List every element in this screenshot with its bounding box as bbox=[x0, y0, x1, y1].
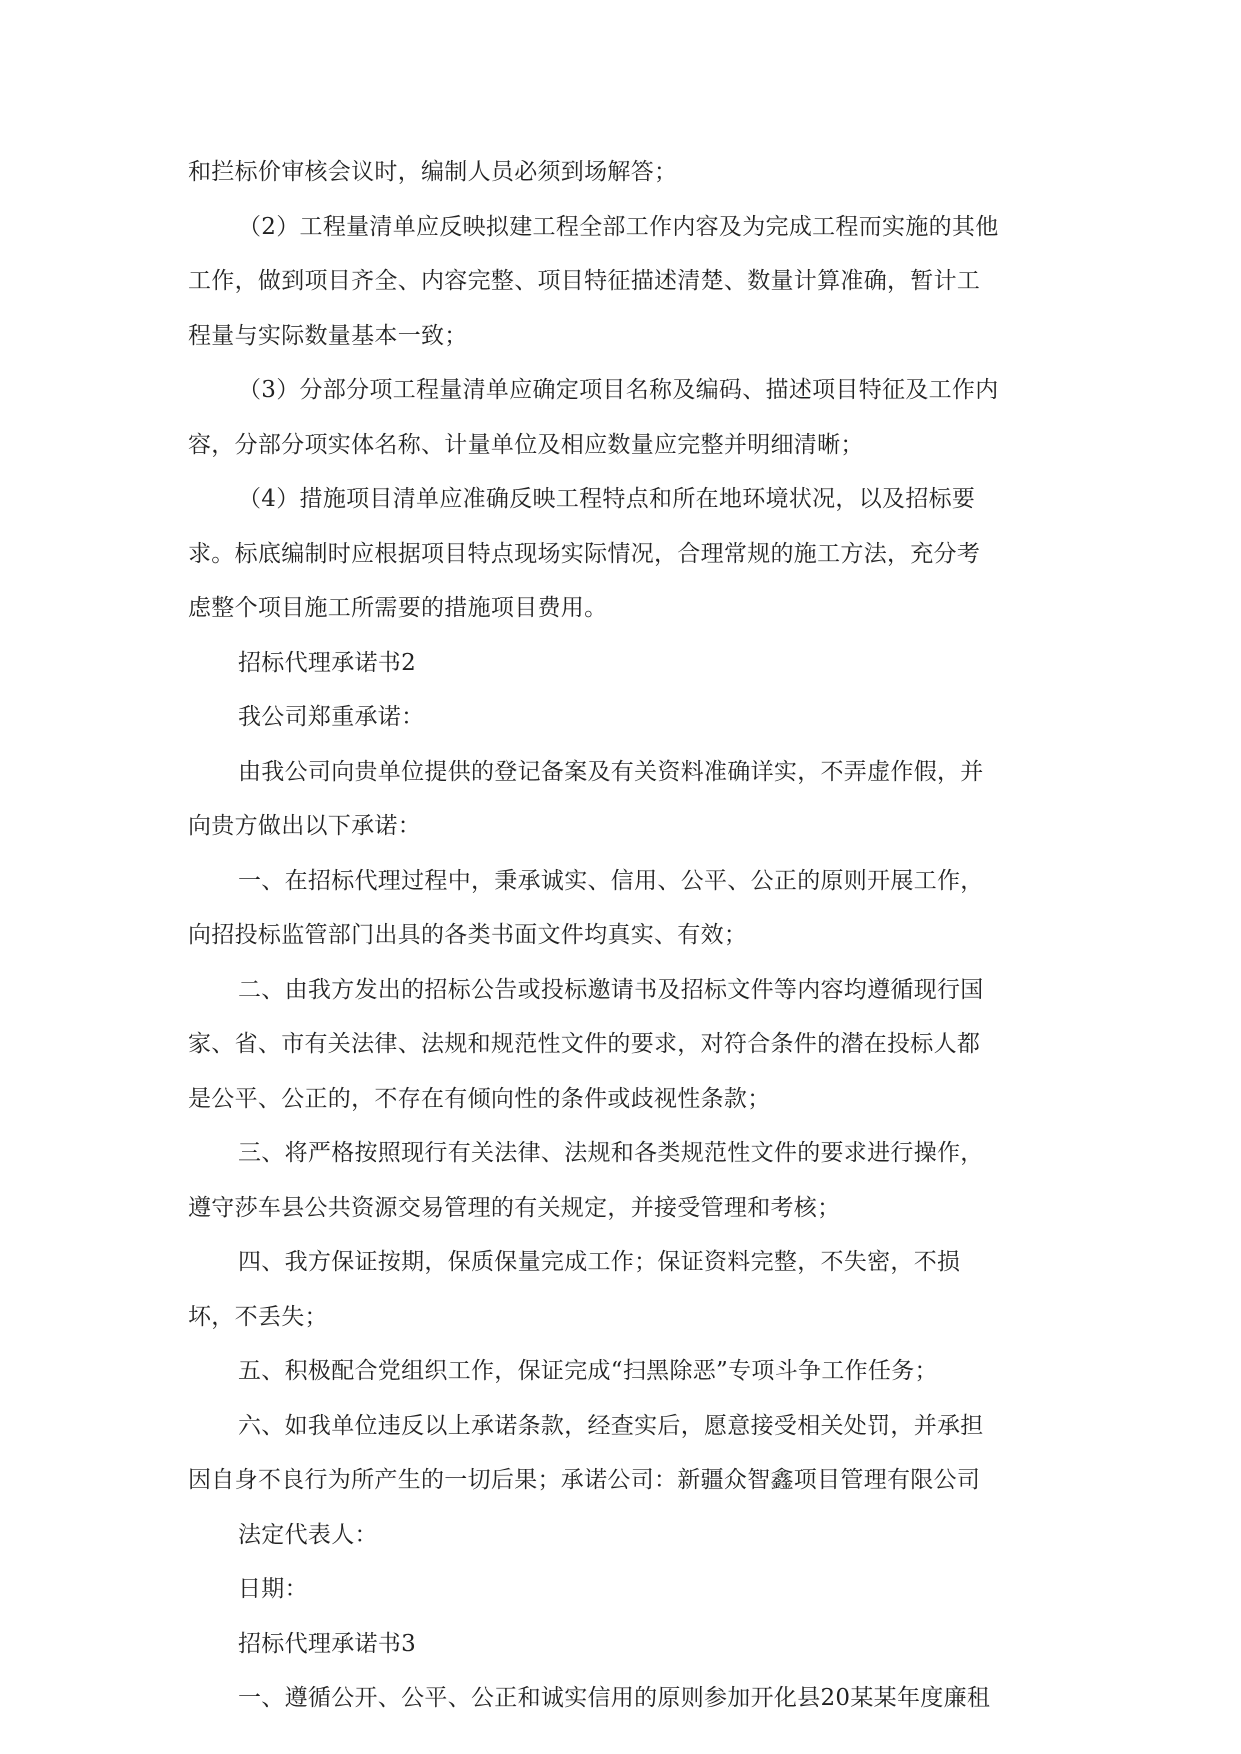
paragraph-line: 程量与实际数量基本一致； bbox=[188, 322, 468, 349]
paragraph-line: （3）分部分项工程量清单应确定项目名称及编码、描述项目特征及工作内 bbox=[238, 377, 999, 403]
paragraph-line: 是公平、公正的，不存在有倾向性的条件或歧视性条款； bbox=[188, 1085, 771, 1112]
paragraph-line: 虑整个项目施工所需要的措施项目费用。 bbox=[188, 595, 608, 621]
document-body bbox=[188, 150, 1056, 1731]
paragraph-line: 我公司郑重承诺： bbox=[238, 704, 425, 730]
paragraph-line: 求。标底编制时应根据项目特点现场实际情况，合理常规的施工方法，充分考 bbox=[188, 540, 981, 567]
date-label: 日期： bbox=[238, 1576, 308, 1602]
paragraph-line: 四、我方保证按期，保质保量完成工作；保证资料完整，不失密，不损 bbox=[238, 1249, 961, 1275]
paragraph-line: 五、积极配合党组织工作，保证完成“扫黑除恶”专项斗争工作任务； bbox=[238, 1358, 938, 1384]
paragraph-line: （2）工程量清单应反映拟建工程全部工作内容及为完成工程而实施的其他 bbox=[238, 213, 999, 240]
paragraph-line: 由我公司向贵单位提供的登记备案及有关资料准确详实，不弄虚作假，并 bbox=[238, 758, 984, 785]
paragraph-line: 因自身不良行为所产生的一切后果；承诺公司：新疆众智鑫项目管理有限公司 bbox=[188, 1467, 981, 1493]
signature-label: 法定代表人： bbox=[238, 1521, 378, 1548]
paragraph-line: 六、如我单位违反以上承诺条款，经查实后，愿意接受相关处罚，并承担 bbox=[238, 1412, 984, 1439]
paragraph-line: 二、由我方发出的招标公告或投标邀请书及招标文件等内容均遵循现行国 bbox=[238, 976, 984, 1003]
paragraph-line: 三、将严格按照现行有关法律、法规和各类规范性文件的要求进行操作， bbox=[238, 1140, 984, 1166]
paragraph-line: 容，分部分项实体名称、计量单位及相应数量应完整并明细清晰； bbox=[188, 431, 864, 458]
section-heading: 招标代理承诺书2 bbox=[238, 649, 417, 676]
paragraph-line: 家、省、市有关法律、法规和规范性文件的要求，对符合条件的潜在投标人都 bbox=[188, 1031, 981, 1057]
paragraph-line: 一、在招标代理过程中，秉承诚实、信用、公平、公正的原则开展工作， bbox=[238, 867, 984, 894]
paragraph-line: 遵守莎车县公共资源交易管理的有关规定，并接受管理和考核； bbox=[188, 1194, 841, 1221]
paragraph-line: 一、遵循公开、公平、公正和诚实信用的原则参加开化县20某某年度廉租 bbox=[238, 1685, 991, 1711]
paragraph-line: 向贵方做出以下承诺： bbox=[188, 813, 421, 839]
section-heading: 招标代理承诺书3 bbox=[238, 1630, 417, 1657]
paragraph-line: 坏，不丢失； bbox=[188, 1303, 328, 1330]
paragraph-line: 向招投标监管部门出具的各类书面文件均真实、有效； bbox=[188, 922, 748, 948]
paragraph-line: 和拦标价审核会议时，编制人员必须到场解答； bbox=[188, 159, 678, 185]
paragraph-line: 工作，做到项目齐全、内容完整、项目特征描述清楚、数量计算准确，暂计工 bbox=[188, 268, 981, 294]
paragraph-line: （4）措施项目清单应准确反映工程特点和所在地环境状况，以及招标要 bbox=[238, 486, 976, 512]
